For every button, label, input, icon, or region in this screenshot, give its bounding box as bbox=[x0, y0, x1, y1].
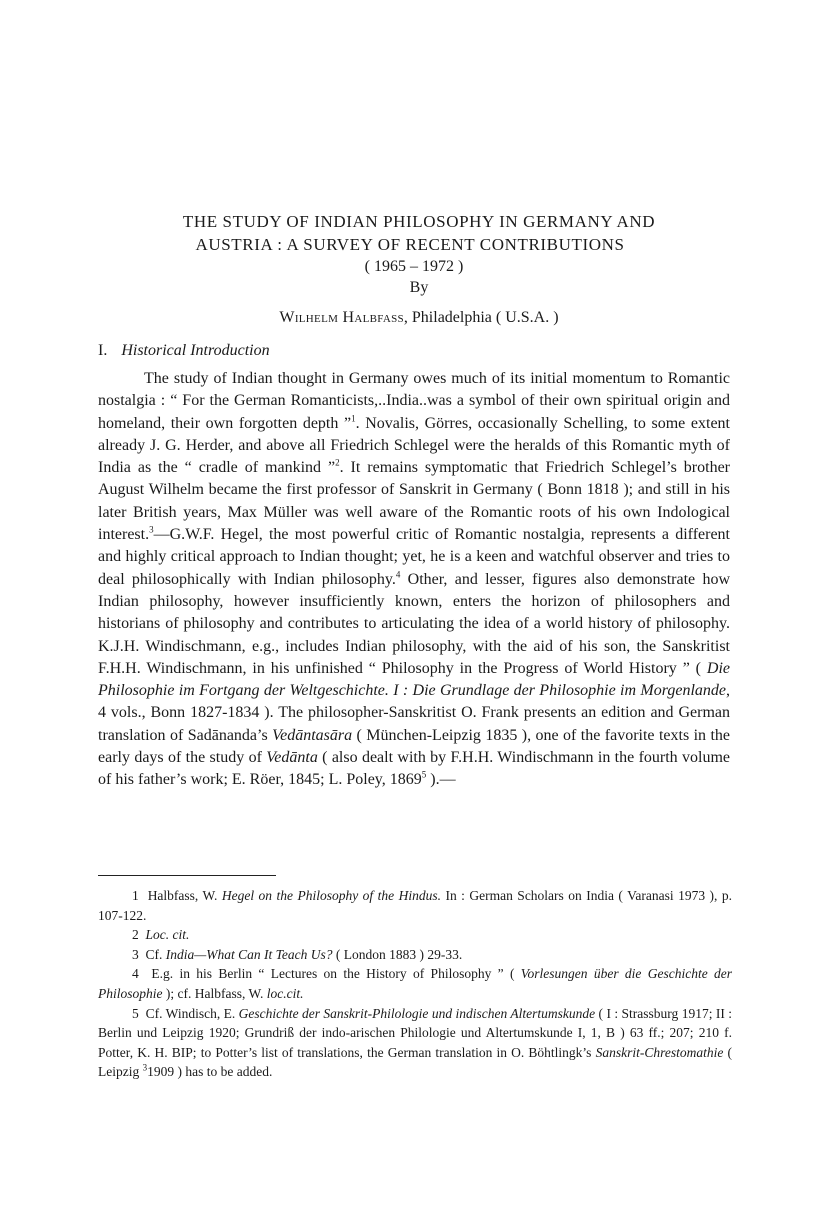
section-heading bbox=[98, 342, 270, 360]
body-text-run: —G.W.F. Hegel, the most powerful critic of Romantic nostalgia, represents a different and highly critical approach to Indian thought; yet, he is a keen and watchful observer and tries to deal philosophically with Indian philosophy. bbox=[98, 526, 730, 588]
footnote-number: 3 bbox=[132, 946, 139, 962]
footnote-5 bbox=[98, 1004, 732, 1082]
footnote-text: 1909 ) has to be added. bbox=[147, 1064, 273, 1080]
footnote-title: Vorlesungen über die Geschichte der Philosophie bbox=[98, 966, 733, 1001]
footnote-number: 4 bbox=[132, 966, 139, 982]
body-paragraph bbox=[98, 368, 730, 792]
footnote-divider bbox=[98, 875, 276, 876]
footnote-text: ( Leipzig bbox=[98, 1044, 732, 1080]
footnote-ref: 4 bbox=[395, 569, 401, 580]
footnote-text: ( I : Strassburg 1917; II : Berlin und Leipzig 1920; Grundriß der indo-arischen Philologie und Altertumskunde I, 1, B ) 63 ff.; 207; 210 f. Potter, K. H. BIP; to Potter’s list of translations, the German translation in O. Böhtlingk’s bbox=[98, 1005, 733, 1060]
body-text-run: , 4 vols., Bonn 1827-1834 ). The philosopher-Sanskritist O. Frank presents an edition and German translation of Sadānanda’s bbox=[98, 682, 730, 744]
footnote-title: India—What Can It Teach Us? bbox=[165, 946, 333, 962]
footnote-text: E.g. in his Berlin “ Lectures on the History of Philosophy ” ( bbox=[151, 966, 521, 982]
footnote-title: Geschichte der Sanskrit-Philologie und indischen Altertumskunde bbox=[238, 1005, 596, 1021]
footnote-title: loc.cit. bbox=[266, 985, 304, 1001]
author-name: Wilhelm Halbfass bbox=[279, 309, 404, 326]
footnote-number: 5 bbox=[132, 1005, 139, 1021]
footnote-1 bbox=[98, 886, 732, 925]
body-text-run: ).— bbox=[426, 771, 456, 789]
footnote-text: ); cf. Halbfass, W. bbox=[162, 985, 267, 1001]
paper-title-line-2: AUSTRIA : A SURVEY OF RECENT CONTRIBUTIONS bbox=[195, 235, 625, 254]
author-affiliation: , Philadelphia ( U.S.A. ) bbox=[403, 309, 559, 326]
footnote-title: Hegel on the Philosophy of the Hindus. bbox=[221, 888, 441, 903]
footnote-number: 2 bbox=[132, 927, 139, 943]
section-number: I. bbox=[98, 342, 108, 359]
footnote-number: 1 bbox=[132, 888, 139, 903]
edition-superscript: 3 bbox=[142, 1062, 148, 1073]
footnote-text: In : German Scholars on India ( Varanasi 1973 ), p. 107-122. bbox=[98, 888, 733, 923]
date-range: ( 1965 – 1972 ) bbox=[364, 258, 464, 275]
title-block bbox=[0, 210, 828, 331]
section-title: Historical Introduction bbox=[121, 342, 270, 359]
footnote-ref: 3 bbox=[149, 524, 154, 535]
paper-title-line-1: THE STUDY OF INDIAN PHILOSOPHY IN GERMANY AND bbox=[182, 212, 656, 231]
footnote-4 bbox=[98, 964, 732, 1003]
footnote-text: Cf. Windisch, E. bbox=[145, 1005, 239, 1021]
footnote-text: ( London 1883 ) 29-33. bbox=[332, 946, 463, 962]
body-text-run: Other, and lesser, figures also demonstrate how Indian philosophy, however insufficiently known, enters the horizon of philosophers and historians of philosophy and contributes to articulating the idea of a world history of philosophy. K.J.H. Windischmann, e.g., includes Indian philosophy, with the aid of his son, the Sanskritist F.H.H. Windischmann, in his unfinished “ Philosophy in the Progress of World History ” ( bbox=[98, 570, 731, 677]
footnote-3 bbox=[98, 945, 732, 965]
body-text-run: ( also dealt with by F.H.H. Windischmann in the fourth volume of his father’s work; E. Röer, 1845; L. Poley, 1869 bbox=[98, 749, 731, 789]
footnotes bbox=[98, 886, 732, 1082]
byline-label: By bbox=[409, 279, 429, 296]
footnote-title: Sanskrit-Chrestomathie bbox=[595, 1044, 724, 1060]
body-text-run: The study of Indian thought in Germany owes much of its initial momentum to Romantic nostalgia : “ For the German Romanticists,..India..was a symbol of their own spiritual origin and homeland, their own forgotten depth ” bbox=[98, 370, 730, 432]
footnote-text: Cf. bbox=[145, 946, 166, 962]
body-text-run: . Novalis, Görres, occasionally Schelling, to some extent already J. G. Herder, and above all Friedrich Schlegel were the heralds of this Romantic myth of India as the “ cradle of mankind ” bbox=[98, 414, 731, 477]
body-text-run: ( München-Leipzig 1835 ), one of the favorite texts in the early days of the study of bbox=[98, 726, 731, 767]
footnote-ref: 5 bbox=[421, 770, 427, 781]
footnote-title: Loc. cit. bbox=[145, 927, 190, 943]
footnote-ref: 1 bbox=[351, 413, 356, 424]
body-text bbox=[98, 368, 730, 792]
footnote-2 bbox=[98, 925, 732, 945]
book-title: Vedāntasāra bbox=[272, 726, 353, 744]
book-title: Die Philosophie im Fortgang der Weltgeschichte. I : Die Grundlage der Philosophie im Morgenlande bbox=[98, 659, 730, 700]
footnote-ref: 2 bbox=[335, 457, 340, 468]
book-title: Vedānta bbox=[266, 749, 318, 767]
author-line bbox=[0, 305, 828, 331]
body-text-run: . It remains symptomatic that Friedrich Schlegel’s brother August Wilhelm became the first professor of Sanskrit in Germany ( Bonn 1818 ); and still in his later British years, Max Müller was well aware of the Romantic roots of his own Indological interest. bbox=[98, 459, 730, 544]
footnote-text: Halbfass, W. bbox=[147, 888, 222, 903]
